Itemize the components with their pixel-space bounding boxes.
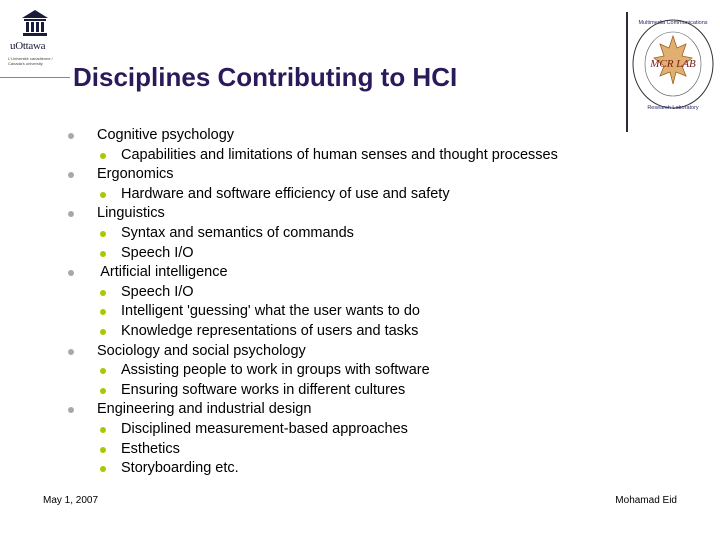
logo-fine-print: L'Université canadienne / Canada's university xyxy=(8,56,53,66)
subtopic-item xyxy=(0,283,720,303)
bullet-icon xyxy=(100,290,106,296)
topic-item xyxy=(0,263,720,283)
subtopic-item xyxy=(0,459,720,479)
topic-label: Ergonomics xyxy=(97,166,174,183)
topic-item xyxy=(0,342,720,362)
bullet-icon xyxy=(100,251,106,257)
topic-label: Engineering and industrial design xyxy=(97,401,312,418)
mcrlab-logo xyxy=(630,14,716,114)
subtopic-label: Knowledge representations of users and tasks xyxy=(121,322,419,339)
topic-item xyxy=(0,400,720,420)
subtopic-label: Storyboarding etc. xyxy=(121,460,239,477)
subtopic-label: Hardware and software efficiency of use and safety xyxy=(121,185,450,202)
subtopic-label: Capabilities and limitations of human senses and thought processes xyxy=(121,146,558,163)
logo-wordmark: uOttawa xyxy=(10,40,46,52)
footer-author: Mohamad Eid xyxy=(615,495,677,506)
subtopic-item xyxy=(0,440,720,460)
bullet-icon xyxy=(100,153,106,159)
subtopic-item xyxy=(0,185,720,205)
subtopic-item xyxy=(0,146,720,166)
topic-item xyxy=(0,126,720,146)
topic-item xyxy=(0,165,720,185)
topic-item xyxy=(0,204,720,224)
logo-bottom-text: Research Laboratory xyxy=(647,105,699,111)
subtopic-item xyxy=(0,302,720,322)
bullet-icon xyxy=(100,231,106,237)
bullet-icon xyxy=(100,447,106,453)
subtopic-label: Syntax and semantics of commands xyxy=(121,224,354,241)
bullet-icon xyxy=(100,466,106,472)
subtopic-label: Disciplined measurement-based approaches xyxy=(121,420,408,437)
footer-date: May 1, 2007 xyxy=(43,495,99,506)
vertical-divider xyxy=(626,12,628,132)
subtopic-item xyxy=(0,361,720,381)
bullet-icon xyxy=(100,427,106,433)
bullet-icon xyxy=(68,270,74,276)
bullet-icon xyxy=(100,329,106,335)
bullet-icon xyxy=(68,133,74,139)
uottawa-logo xyxy=(6,6,64,70)
header-divider xyxy=(0,77,70,78)
bullet-icon xyxy=(68,172,74,178)
bullet-icon xyxy=(100,388,106,394)
subtopic-label: Intelligent 'guessing' what the user wants to do xyxy=(121,303,420,320)
logo-top-text: Multimedia Communications xyxy=(638,20,708,26)
bullet-icon xyxy=(100,368,106,374)
slide-title: Disciplines Contributing to HCI xyxy=(73,62,458,92)
bullet-icon xyxy=(68,407,74,413)
topic-label: Artificial intelligence xyxy=(97,264,228,281)
topic-label: Cognitive psychology xyxy=(97,127,235,143)
subtopic-item xyxy=(0,420,720,440)
bullet-icon xyxy=(100,309,106,315)
bullet-icon xyxy=(68,211,74,217)
subtopic-item xyxy=(0,381,720,401)
bullet-list xyxy=(0,126,720,479)
bullet-icon xyxy=(68,349,74,355)
subtopic-label: Speech I/O xyxy=(121,283,194,300)
logo-center-text: MCR LAB xyxy=(650,58,696,70)
subtopic-label: Ensuring software works in different cultures xyxy=(121,381,406,398)
topic-label: Sociology and social psychology xyxy=(97,342,306,359)
subtopic-label: Speech I/O xyxy=(121,244,194,261)
topic-label: Linguistics xyxy=(97,205,165,222)
subtopic-label: Assisting people to work in groups with software xyxy=(121,362,430,379)
subtopic-item xyxy=(0,224,720,244)
subtopic-item xyxy=(0,322,720,342)
bullet-icon xyxy=(100,192,106,198)
university-building-icon xyxy=(20,8,50,38)
subtopic-label: Esthetics xyxy=(121,440,180,457)
subtopic-item xyxy=(0,244,720,264)
